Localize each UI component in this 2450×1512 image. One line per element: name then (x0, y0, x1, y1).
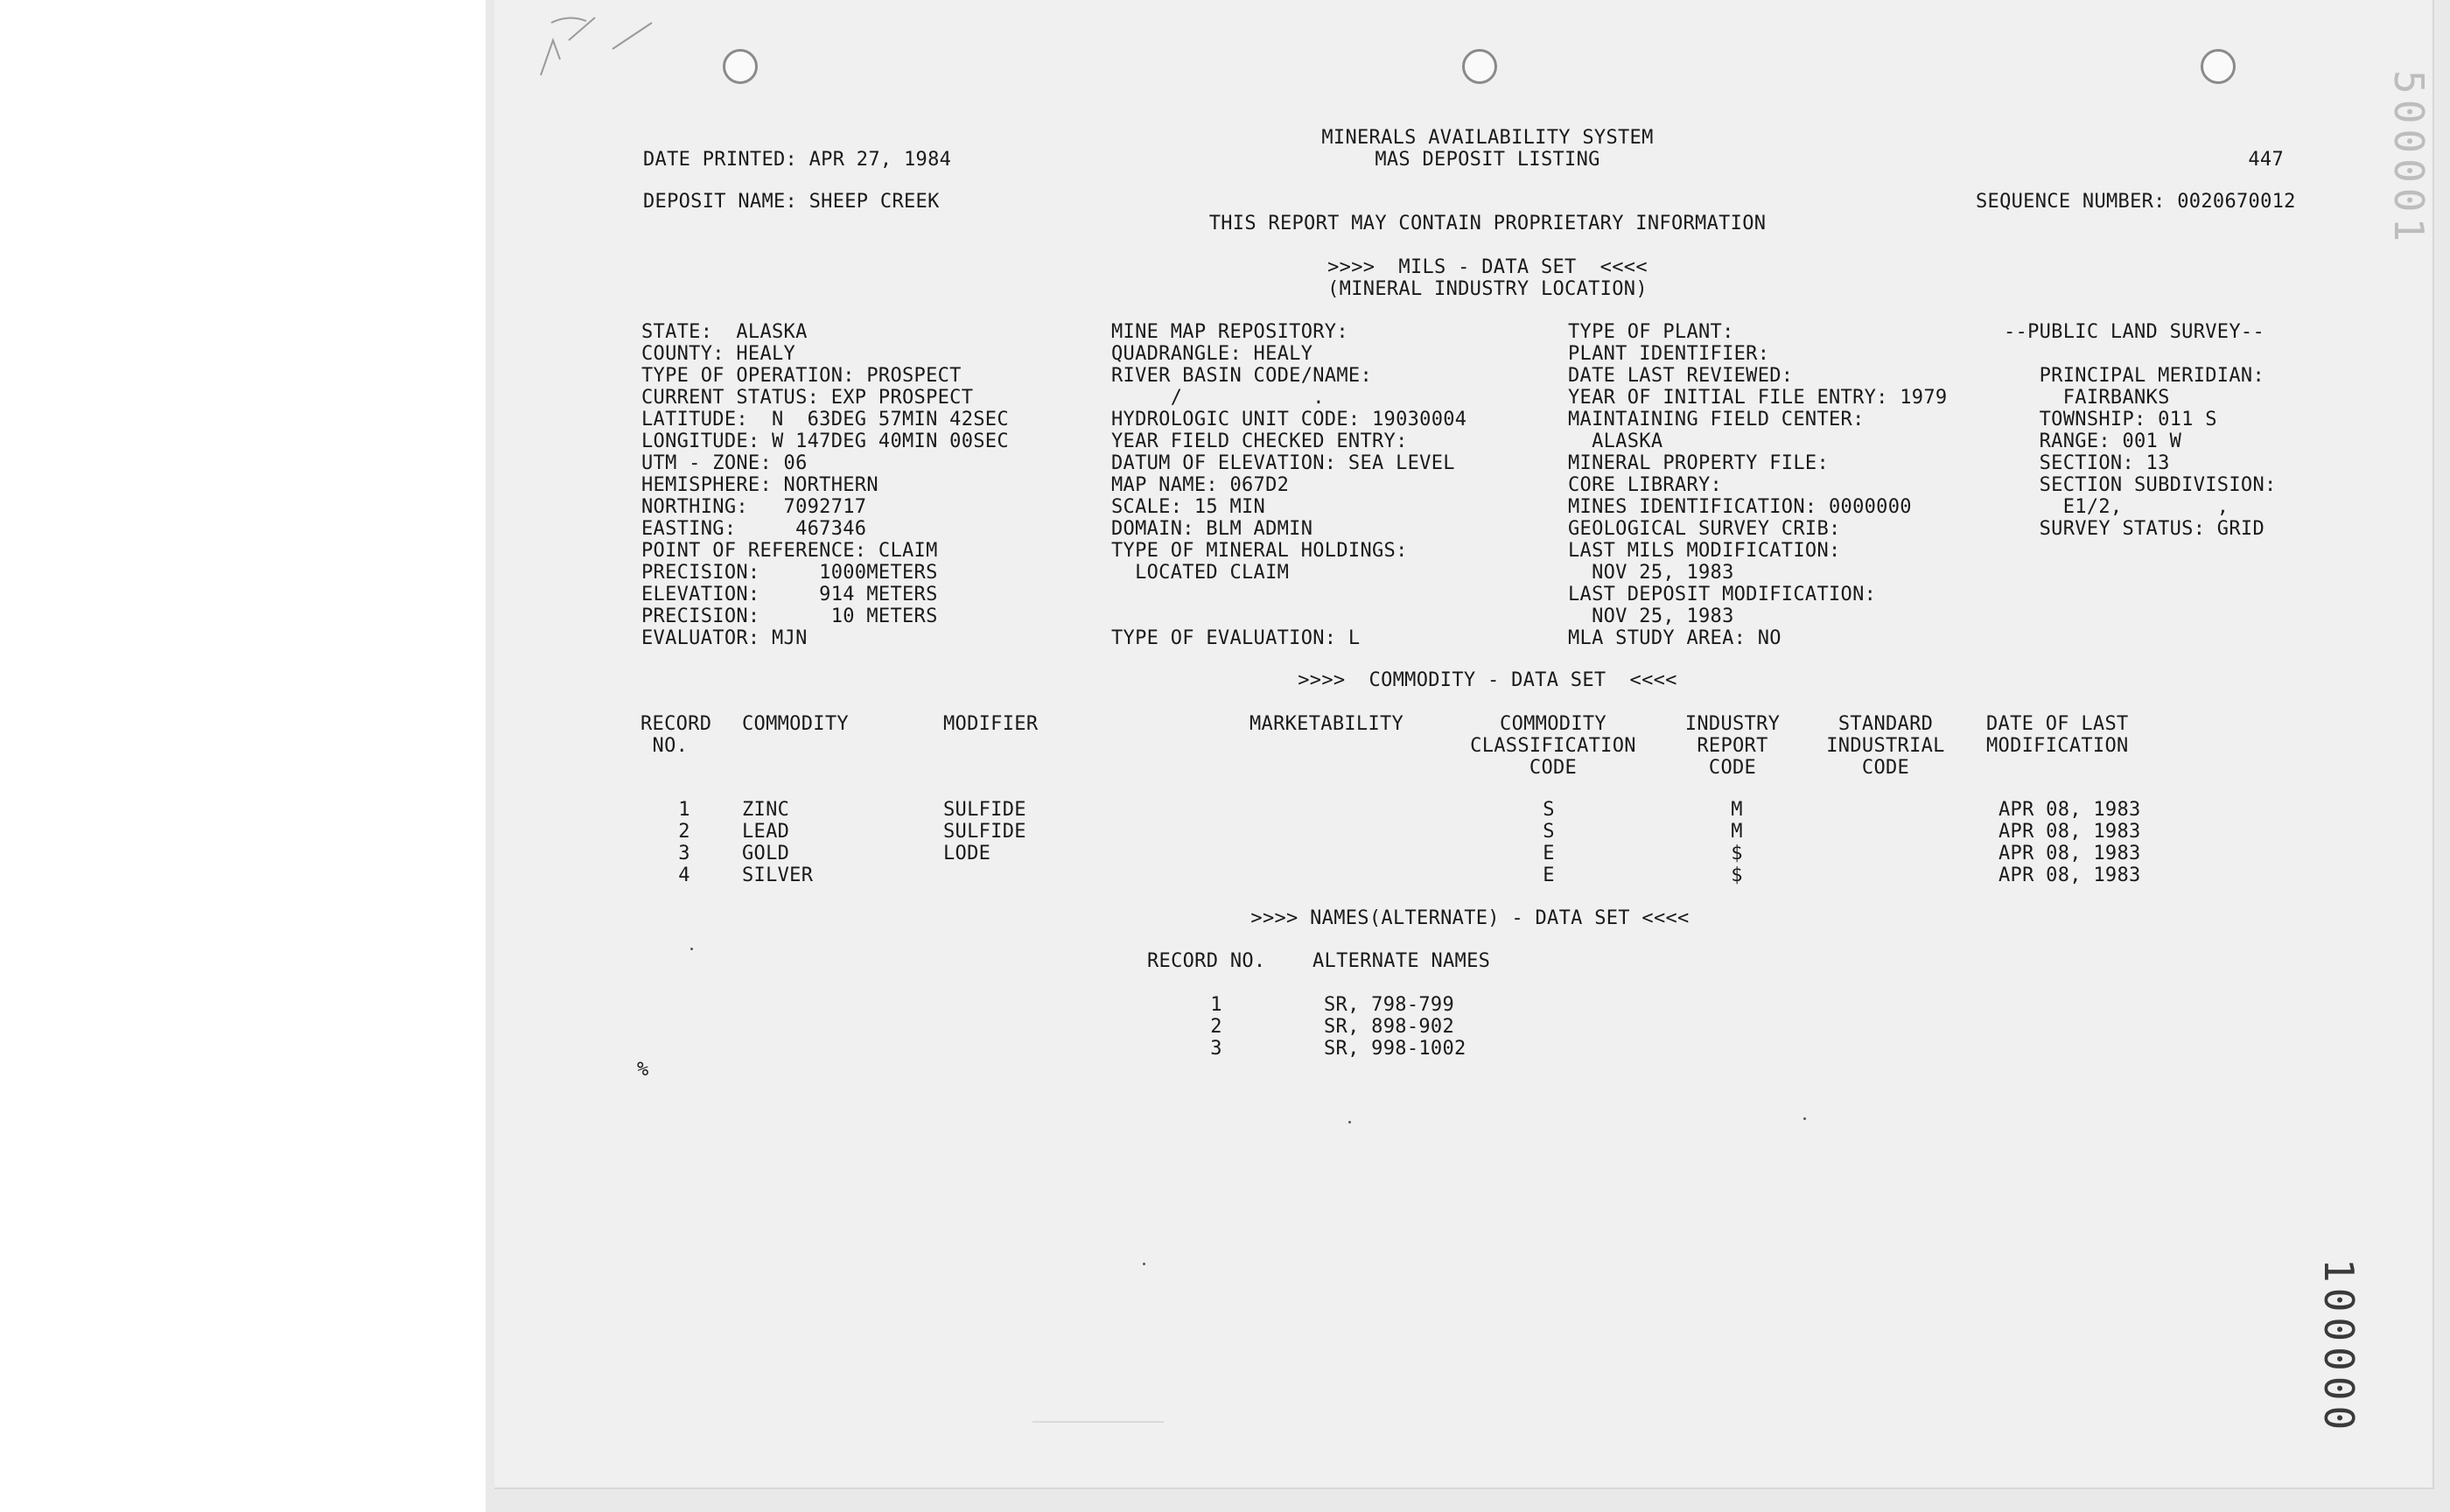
precision-field: PRECISION: 1000METERS (641, 562, 938, 584)
modifier-cell: SULFIDE (943, 821, 1026, 843)
longitude-field: LONGITUDE: W 147DEG 40MIN 00SEC (641, 430, 1009, 452)
sequence-number: SEQUENCE NUMBER: 0020670012 (1976, 191, 2296, 213)
names-record-no: 3 (1210, 1038, 1222, 1060)
utm-zone-field: UTM - ZONE: 06 (641, 452, 808, 474)
names-heading: >>>> NAMES(ALTERNATE) - DATA SET <<<< (1250, 907, 1690, 929)
northing-field: NORTHING: 7092717 (641, 496, 867, 518)
col-header-modifier: MODIFIER (943, 713, 1039, 735)
alternate-name: SR, 798-799 (1324, 994, 1454, 1016)
binder-hole-left (723, 49, 758, 84)
mils-column-map (1111, 321, 1549, 654)
last-mils-modification-field: LAST MILS MODIFICATION: (1568, 540, 1841, 562)
commodity-heading: >>>> COMMODITY - DATA SET <<<< (1298, 669, 1677, 691)
domain-field: DOMAIN: BLM ADMIN (1111, 518, 1313, 540)
date-cell: APR 08, 1983 (1998, 843, 2141, 864)
range-field: RANGE: 001 W (2004, 430, 2182, 452)
industry-code-cell: $ (1731, 843, 1743, 864)
datum-of-elevation-field: DATUM OF ELEVATION: SEA LEVEL (1111, 452, 1455, 474)
col-header-commodity: COMMODITY (742, 713, 849, 735)
year-field-checked-field: YEAR FIELD CHECKED ENTRY: (1111, 430, 1408, 452)
elevation-field: ELEVATION: 914 METERS (641, 584, 938, 606)
quadrangle-field: QUADRANGLE: HEALY (1111, 343, 1313, 365)
county-field: COUNTY: HEALY (641, 343, 796, 365)
latitude-field: LATITUDE: N 63DEG 57MIN 42SEC (641, 409, 1009, 430)
evaluator-field: EVALUATOR: MJN (641, 627, 808, 649)
paper-speck (1348, 1121, 1351, 1124)
survey-crib-field: GEOLOGICAL SURVEY CRIB: (1568, 518, 1841, 540)
col-header-last-modification: DATE OF LAST MODIFICATION (1986, 713, 2129, 757)
survey-status-field: SURVEY STATUS: GRID (2004, 518, 2264, 540)
operation-type-field: TYPE OF OPERATION: PROSPECT (641, 365, 962, 387)
modifier-cell: SULFIDE (943, 799, 1026, 821)
deposit-name: DEPOSIT NAME: SHEEP CREEK (643, 191, 940, 213)
percent-mark: % (637, 1059, 649, 1081)
paper-speck (1803, 1117, 1806, 1120)
commodity-cell: SILVER (742, 864, 814, 886)
classification-cell: E (1543, 864, 1555, 886)
names-col-header-record: RECORD NO. (1147, 950, 1266, 972)
easting-field: EASTING: 467346 (641, 518, 867, 540)
paper-speck (690, 948, 693, 950)
record-no-cell: 2 (678, 821, 690, 843)
listing-title: MAS DEPOSIT LISTING (1375, 149, 1600, 171)
names-col-header-names: ALTERNATE NAMES (1312, 950, 1491, 972)
commodity-cell: ZINC (742, 799, 790, 821)
mils-subheading: (MINERAL INDUSTRY LOCATION) (1327, 278, 1648, 300)
industry-code-cell: M (1731, 799, 1743, 821)
col-header-classification: COMMODITY CLASSIFICATION CODE (1470, 713, 1636, 779)
township-field: TOWNSHIP: 011 S (2004, 409, 2217, 430)
public-land-survey-title: --PUBLIC LAND SURVEY-- (2004, 321, 2264, 343)
mine-map-repository-field: MINE MAP REPOSITORY: (1111, 321, 1348, 343)
date-cell: APR 08, 1983 (1998, 821, 2141, 843)
proprietary-notice: THIS REPORT MAY CONTAIN PROPRIETARY INFORMATION (1208, 213, 1767, 234)
classification-cell: E (1543, 843, 1555, 864)
river-basin-field: RIVER BASIN CODE/NAME: (1111, 365, 1372, 387)
col-header-marketability: MARKETABILITY (1250, 713, 1404, 735)
mils-heading: >>>> MILS - DATA SET <<<< (1327, 256, 1648, 278)
system-title: MINERALS AVAILABILITY SYSTEM (1321, 127, 1654, 149)
field-center-field: MAINTAINING FIELD CENTER: (1568, 409, 1865, 430)
binder-hole-center (1462, 49, 1497, 84)
names-record-no: 2 (1210, 1016, 1222, 1038)
names-record-no: 1 (1210, 994, 1222, 1016)
initial-file-entry-field: YEAR OF INITIAL FILE ENTRY: 1979 (1568, 387, 1948, 409)
classification-cell: S (1543, 799, 1555, 821)
binder-hole-right (2201, 49, 2236, 84)
mineral-holdings-value: LOCATED CLAIM (1111, 562, 1290, 584)
record-no-cell: 1 (678, 799, 690, 821)
classification-cell: S (1543, 821, 1555, 843)
mla-study-area-field: MLA STUDY AREA: NO (1568, 627, 1782, 649)
state-field: STATE: ALASKA (641, 321, 808, 343)
commodity-cell: LEAD (742, 821, 790, 843)
public-land-survey (2004, 321, 2319, 549)
date-printed: DATE PRINTED: APR 27, 1984 (643, 149, 952, 171)
core-library-field: CORE LIBRARY: (1568, 474, 1723, 496)
current-status-field: CURRENT STATUS: EXP PROSPECT (641, 387, 974, 409)
point-of-reference-field: POINT OF REFERENCE: CLAIM (641, 540, 938, 562)
faint-mark (1032, 1421, 1164, 1423)
elevation-precision-field: PRECISION: 10 METERS (641, 606, 938, 627)
record-no-cell: 4 (678, 864, 690, 886)
scale-field: SCALE: 15 MIN (1111, 496, 1266, 518)
hemisphere-field: HEMISPHERE: NORTHERN (641, 474, 878, 496)
mineral-holdings-field: TYPE OF MINERAL HOLDINGS: (1111, 540, 1408, 562)
pencil-scribble (534, 5, 682, 84)
industry-code-cell: M (1731, 821, 1743, 843)
principal-meridian-field: PRINCIPAL MERIDIAN: (2004, 365, 2264, 387)
col-header-record-no: RECORD NO. (640, 713, 712, 757)
mils-column-plant (1568, 321, 2006, 654)
last-deposit-modification-field: LAST DEPOSIT MODIFICATION: (1568, 584, 1877, 606)
river-basin-value: / . (1111, 387, 1325, 409)
stamp-top: 500001 (2385, 70, 2432, 248)
col-header-industry-report: INDUSTRY REPORT CODE (1684, 713, 1781, 779)
field-center-value: ALASKA (1568, 430, 1663, 452)
record-no-cell: 3 (678, 843, 690, 864)
commodity-cell: GOLD (742, 843, 790, 864)
last-mils-modification-value: NOV 25, 1983 (1568, 562, 1734, 584)
plant-type-field: TYPE OF PLANT: (1568, 321, 1734, 343)
page-number: 447 (2248, 149, 2284, 171)
date-cell: APR 08, 1983 (1998, 864, 2141, 886)
mineral-property-file-field: MINERAL PROPERTY FILE: (1568, 452, 1829, 474)
stamp-bottom: 100000 (2315, 1258, 2362, 1436)
map-name-field: MAP NAME: 067D2 (1111, 474, 1290, 496)
principal-meridian-value: FAIRBANKS (2004, 387, 2170, 409)
date-cell: APR 08, 1983 (1998, 799, 2141, 821)
last-deposit-modification-value: NOV 25, 1983 (1568, 606, 1734, 627)
evaluation-type-field: TYPE OF EVALUATION: L (1111, 627, 1361, 649)
alternate-name: SR, 898-902 (1324, 1016, 1454, 1038)
hydrologic-unit-field: HYDROLOGIC UNIT CODE: 19030004 (1111, 409, 1467, 430)
section-subdivision-field: SECTION SUBDIVISION: (2004, 474, 2277, 496)
modifier-cell: LODE (943, 843, 991, 864)
industry-code-cell: $ (1731, 864, 1743, 886)
paper-speck (1143, 1263, 1145, 1265)
mils-column-location (641, 321, 1096, 654)
date-last-reviewed-field: DATE LAST REVIEWED: (1568, 365, 1794, 387)
col-header-standard-industrial: STANDARD INDUSTRIAL CODE (1826, 713, 1945, 779)
plant-identifier-field: PLANT IDENTIFIER: (1568, 343, 1770, 365)
alternate-name: SR, 998-1002 (1324, 1038, 1466, 1060)
section-subdivision-value: E1/2, , (2004, 496, 2230, 518)
mines-identification-field: MINES IDENTIFICATION: 0000000 (1568, 496, 1912, 518)
section-field: SECTION: 13 (2004, 452, 2170, 474)
